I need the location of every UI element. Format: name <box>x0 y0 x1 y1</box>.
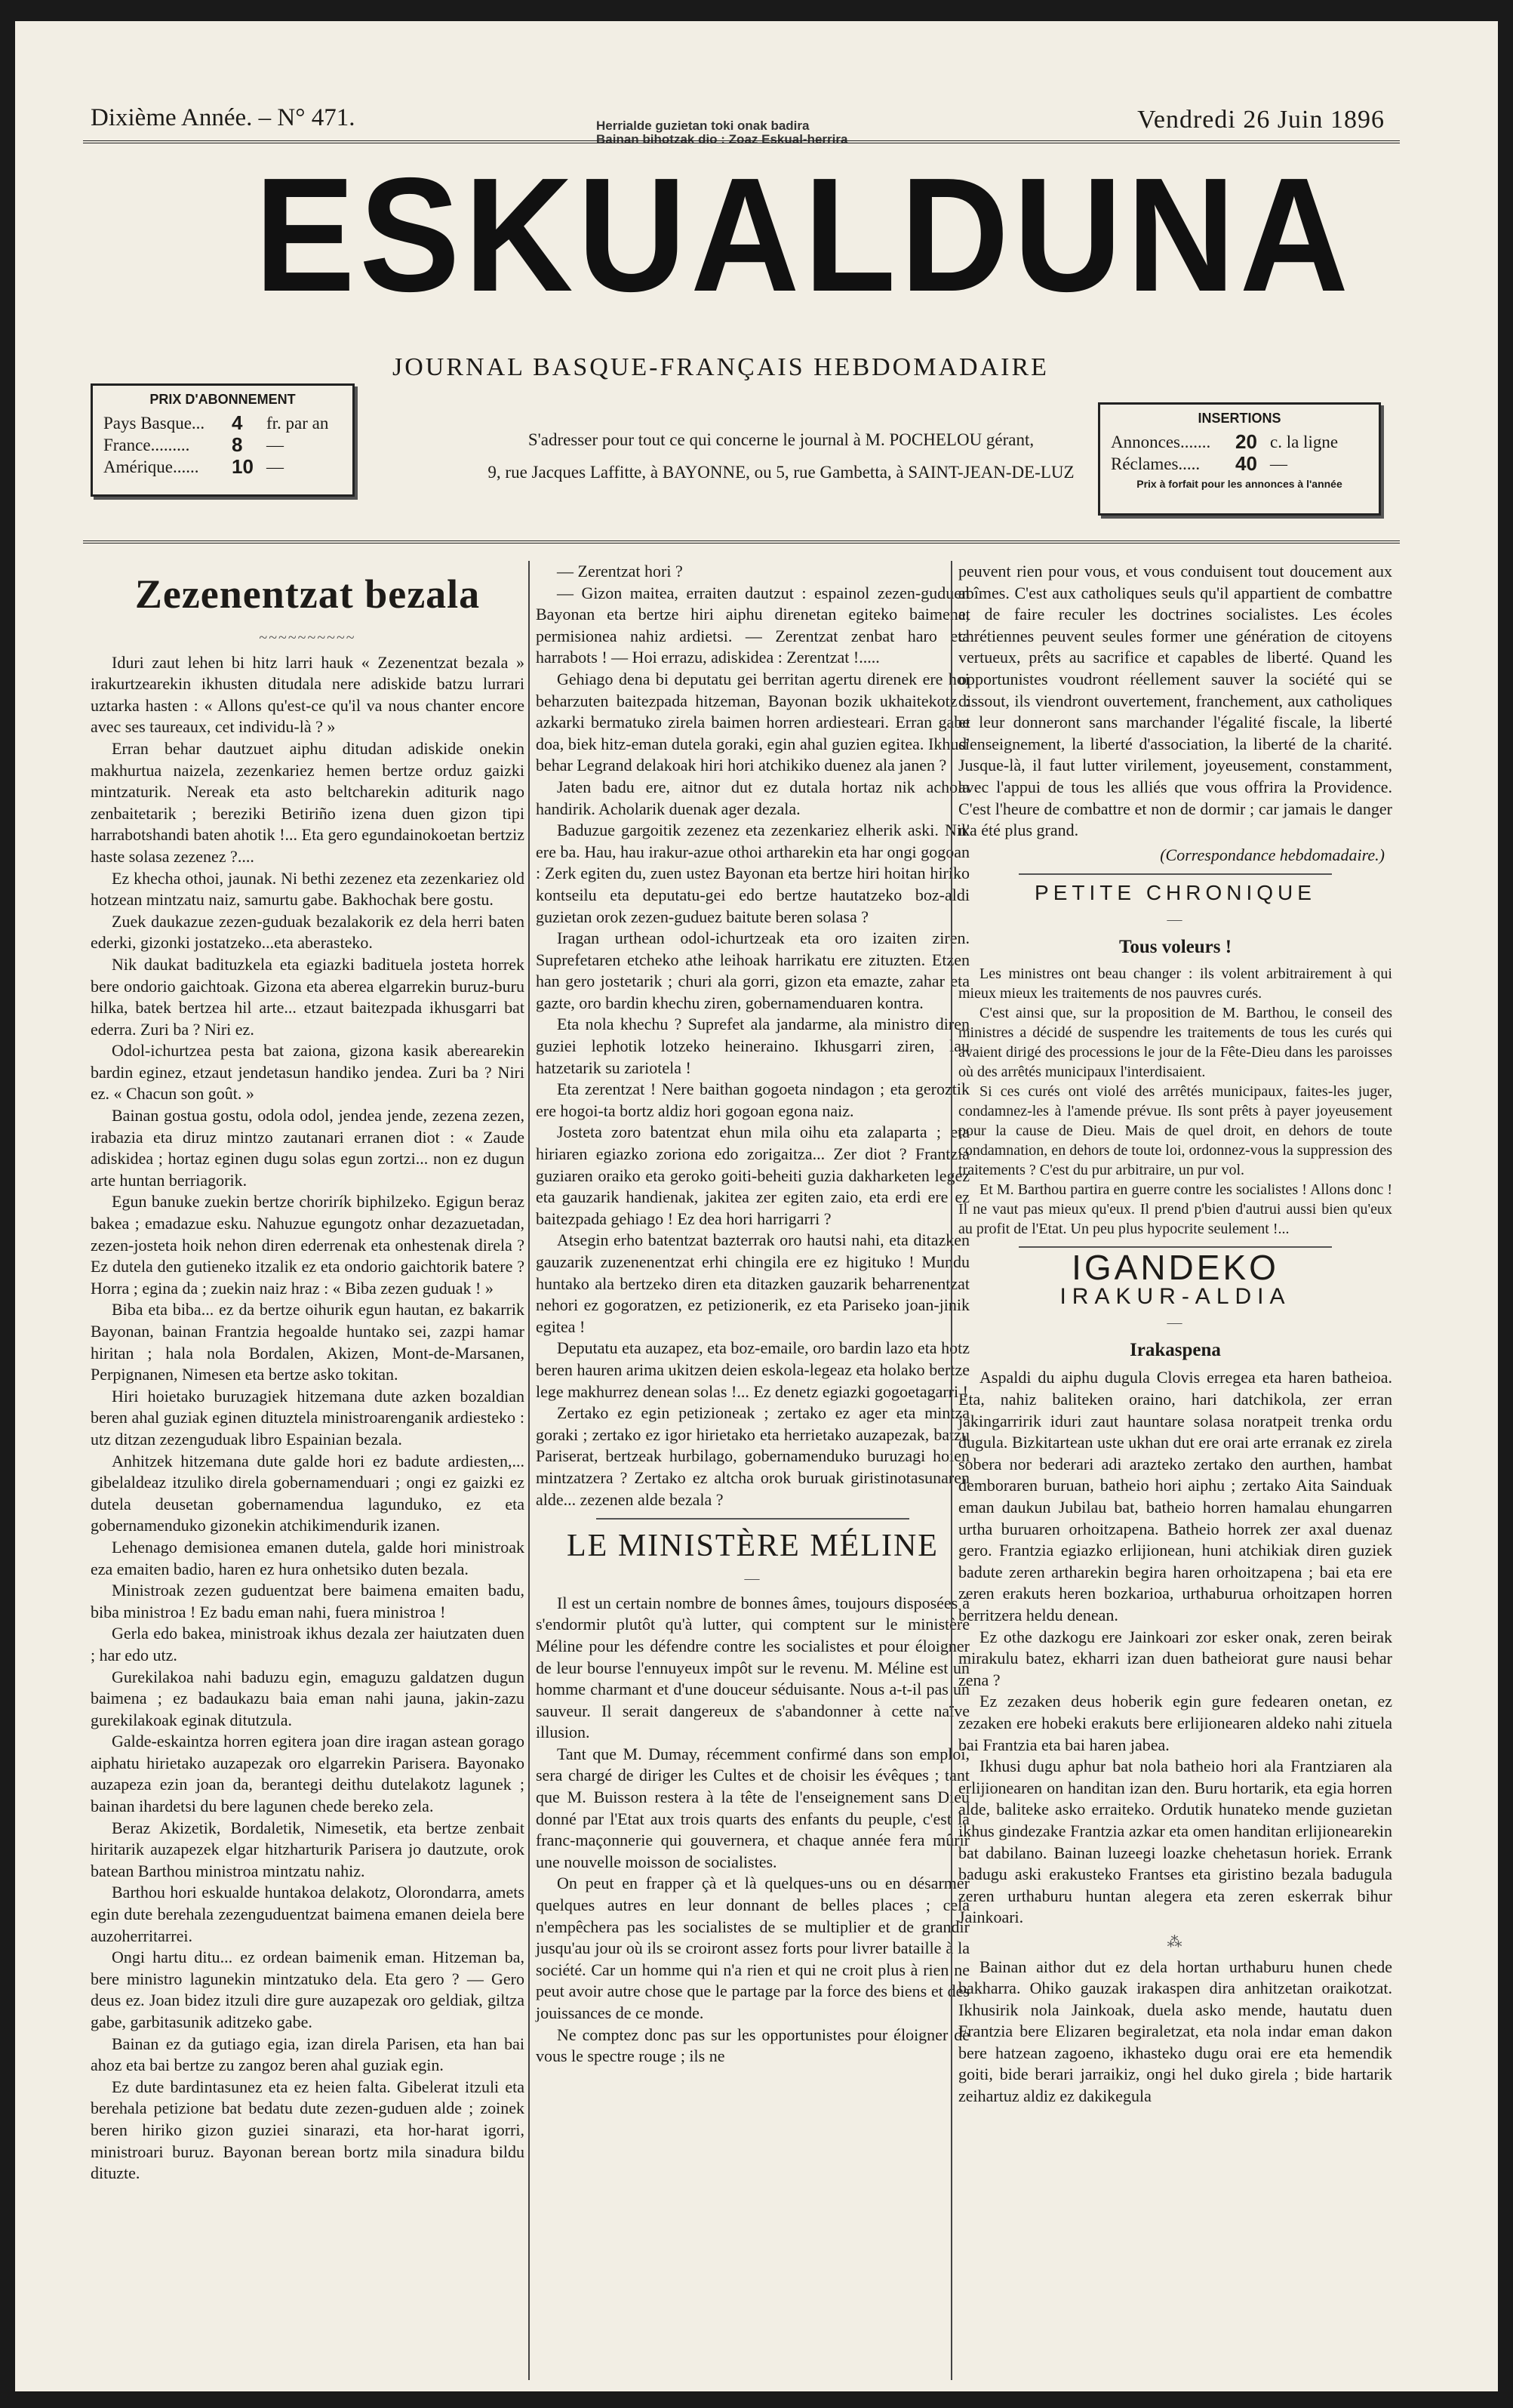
ornament-divider: ⁂ <box>1167 1933 1184 1951</box>
paragraph: Iragan urthean odol-ichurtzeak eta oro izaiten ziren. Suprefetaren etcheko athe leihoak harrikatu ere zituzten. Etzen han gero jostetarik ; churi ala gorri, gizon eta emazte, zahar eta gazte, oro bardin khechu ziren, gobernamenduaren kontra. <box>536 928 970 1012</box>
paragraph: Gerla edo bakea, ministroak ikhus dezala zer haiutzaten duen ; har edo utz. <box>91 1624 524 1664</box>
section-subheading: Irakaspena <box>1130 1339 1221 1360</box>
ornament-divider: — <box>1167 1314 1184 1332</box>
paragraph: Ministroak zezen guduentzat bere baimena emaiten badu, biba ministroa ! Ez badu eman nahi, fuera ministroa ! <box>91 1581 524 1621</box>
paragraph: Ongi hartu ditu... ez ordean baimenik eman. Hitzeman ba, bere ministro lagunekin mintzatuko dela. Eta gero ? — Gero deus ez. Joan bidez itzuli dire gure auzapezak oro geldiak, giltza gabe, garbitasunik aditzeko gabe. <box>91 1948 524 2031</box>
insertions-heading: INSERTIONS <box>1198 411 1281 426</box>
row-unit: fr. par an <box>266 414 329 433</box>
insertions-row <box>1111 453 1368 475</box>
paragraph: Ikhusi dugu aphur bat nola batheio hori ala Frantziaren ala erlijionearen on handitan izan den. Buru hortarik, eta egia horren alde, baliteke asko erraiteko. Ordutik hunateko mende guzietan ikhus gindezake Frantzia azkar eta omen handitan erlijionearekin bat dabilano. Bainan luzeegi loazke chehetasun horiek. Errank badugu aski erakusteko Frantses eta giristino bezala badugula zeren urthaburu huntan alegera eta zeren eskerrak bihur Jainkoari. <box>958 1757 1392 1927</box>
subscription-heading: PRIX D'ABONNEMENT <box>149 392 296 407</box>
paragraph: Josteta zoro batentzat ehun mila oihu eta zalaparta ; eta hiriaren egiazko zoriona edo zorigaitza... Zer diot ? Frantzia guziaren oraiko eta geroko goiti-beheiti guzia dakharketen legez eta gauzarik handienak, jakitea zer egiten zaio, eta erdi ere ez baitezpada gehiago ! Ez dea hori harrigarri ? <box>536 1122 970 1228</box>
paragraph: Bainan gostua gostu, odola odol, jendea jende, zezena zezen, irabazia eta diruz mintzo zautanari erranen diot : « Zaude adiskidea ; hortaz eginen dugu solas egun zortzi... non ez dugun arte huntan berriagorik. <box>91 1106 524 1190</box>
paragraph: C'est ainsi que, sur la proposition de M. Barthou, le conseil des ministres a décidé de suspendre les traitements de tous les curés qui avaient dirigé des processions le jour de la Fête-Dieu dans les paroisses où des arrêtés municipaux l'interdisaient. <box>958 1005 1392 1081</box>
paragraph: On peut en frapper çà et là quelques-uns ou en désarmer quelques autres en leur donnant de belles places ; cela n'empêchera pas les socialistes de se multiplier et de grandir jusqu'au jour où ils se croiront assez forts pour livrer bataille à la société. Car un homme qui n'a rien et qui ne croit plus à rien ne peut avoir autre chose que le partage par la force des biens et des jouissances de ce monde. <box>536 1874 970 2022</box>
column-rule <box>951 561 952 2380</box>
row-label: Pays Basque... <box>103 414 205 433</box>
insertions-box <box>1098 402 1381 516</box>
paragraph: Ez khecha othoi, jaunak. Ni bethi zezenez eta zezenkariez old hotzean mintzatu naiz, samurtu gabe. Bakhochak bere gostu. <box>91 868 524 910</box>
row-price: 8 <box>232 433 243 456</box>
paragraph: Bainan aithor dut ez dela hortan urthaburu hunen chede bakharra. Ohiko gauzak irakaspen dira anhitzetan oraikotzat. Ikhusirik nola Jainkoak, duela asko mende, hautatu duen Frantzia bere Elizaren begiraletzat, eta nola indar eman dakon bere hatzean zagoeno, ikhasteko dugu orai ere eta hemendik goiti, bide berari jarraikiz, ongi hel duko girela ; bide hartarik zeihartuz aldiz ez dakikegula <box>958 1957 1392 2106</box>
paragraph: Baduzue gargoitik zezenez eta zezenkariez elherik aski. Nik ere ba. Hau, hau irakur-azue othoi artharekin eta har ongi gogoan : Zerk egiten du, zuen ustez Bayonan eta bertze hiri hoitan hiriko kontseilu eta deputatu-gei edo bertze hautatzeko boz-aldi guzietan orok zezen-guduez baitute beren solasa ? <box>536 821 970 926</box>
paragraph: — Zerentzat hori ? <box>557 562 683 580</box>
subscription-row <box>103 434 342 456</box>
paragraph: Ez dute bardintasunez eta ez heien falta. Gibelerat itzuli eta berehala petizione bat bedatu dute zezen-guduen alde ; zoinek beren hiriko gizon guziei sinarazi, eta hor-harat igorri, ministroari buruz. Bayonan berean bortz mila sinadura bildu dituzte. <box>91 2077 524 2183</box>
row-unit: — <box>266 436 284 454</box>
paragraph: Iduri zaut lehen bi hitz larri hauk « Zezenentzat bezala » irakurtzearekin ikhusten ditudala nere adiskide batzu lurrari uztarka hasten : « Allons qu'est-ce qu'il va nous chanter encore avec ses taureaux, cet individu-là ? » <box>91 652 524 737</box>
paragraph: Nik daukat badituzkela eta egiazki badituela josteta horrek bere ondorio gaichtoak. Gizona eta aberea elgarrekin buruz-buru hilka, batek bertzea hil arte... etzaut baitezpada ikhusgarri bat ederra. Zuri ba ? Niri ez. <box>91 954 524 1039</box>
row-unit: c. la ligne <box>1270 433 1339 451</box>
row-price: 4 <box>232 411 243 434</box>
section-rule <box>596 1518 909 1520</box>
column-1 <box>91 561 524 2185</box>
paragraph: Bainan ez da gutiago egia, izan direla Parisen, eta han bai ahoz eta bai bertze zu zangoz beren ahal guziak egin. <box>91 2034 524 2075</box>
row-label: France......... <box>103 436 190 454</box>
paragraph: Galde-eskaintza horren egitera joan dire iragan astean gorago aiphatu hirietako auzapezak oro elgarrekin Parisera. Bayonako auzapeza ezin joan da, berantegi deithu dutelakotz lagunek ; bainan ihardetsi du bere lagunen chede bereko zela. <box>91 1732 524 1816</box>
ornament-divider: — <box>744 1570 761 1587</box>
paragraph: Ne comptez donc pas sur les opportunistes pour éloigner de vous le spectre rouge ; ils ne <box>536 2025 970 2066</box>
paragraph: Il est un certain nombre de bonnes âmes, toujours disposées à s'endormir plutôt qu'à lutter, qui comptent sur le ministère Méline pour les défendre contre les socialistes et pour éloigner de leur bourse l'ennuyeux impôt sur le revenu. M. Méline est un homme charmant et d'une douceur séduisante. Nous a-t-il pas un sauveur. Il serait dangereux de s'abandonner à cette naïve illusion. <box>536 1593 970 1742</box>
paragraph: Lehenago demisionea emanen dutela, galde hori ministroak eza emaiten badio, haren ez hura onhetsiko duten bezala. <box>91 1537 524 1578</box>
paragraph: Egun banuke zuekin bertze chorirík biphilzeko. Egigun beraz bakea ; emadazue esku. Nahuzue egungotz onhar dezazuetadan, zezen-josteta hoik nehon diren ederrenak eta onhestenak direla ? Ez dutela den gutieneko itzalik ez eta ondorio gaichtorik batere ? Horra ; egina da ; zuekin naiz hraz : « Biba zezen guduak ! » <box>91 1192 524 1298</box>
motto-line: Bainan bihotzak dio : Zoaz Eskual-herrira <box>596 132 848 146</box>
subscription-box <box>91 383 355 497</box>
column-rule <box>528 561 530 2380</box>
article-credit: (Correspondance hebdomadaire.) <box>1160 845 1385 864</box>
article-headline: LE MINISTÈRE MÉLINE <box>567 1529 939 1564</box>
paragraph: Tant que M. Dumay, récemment confirmé dans son emploi, sera chargé de diriger les Cultes et de choisir les évêques ; tant que M. Buisson restera à la tête de l'enseignement sans Dieu donné par l'Etat aux trois quarts des enfants du peuple, c'est la franc-maçonnerie qui gouvernera, et chaque année fera mûrir une nouvelle moisson de socialistes. <box>536 1744 970 1871</box>
column-3 <box>958 561 1392 2108</box>
paragraph: Zuek daukazue zezen-guduak bezalakorik ez dela herri baten ederki, gizonki jostatzeko...eta aberasteko. <box>91 911 524 953</box>
row-label: Annonces....... <box>1111 433 1211 451</box>
section-rule <box>1019 873 1332 875</box>
edition-number: Dixième Année. – N° 471. <box>91 104 355 131</box>
subscription-row <box>103 456 342 478</box>
masthead-bottom-rule <box>83 540 1400 543</box>
paragraph: Jaten badu ere, aitnor dut ez dutala hortaz nik achola handirik. Acholarik duenak ager dezala. <box>536 777 970 818</box>
masthead-title: ESKUALDUNA <box>254 143 1353 325</box>
address-line: S'adresser pour tout ce qui concerne le journal à M. POCHELOU gérant, <box>527 430 1035 449</box>
paragraph: Les ministres ont beau changer : ils volent arbitrairement à qui mieux mieux les traitements de nos pauvres curés. <box>958 965 1392 1002</box>
paragraph: Zertako ez egin petizioneak ; zertako ez ager eta mintza goraki ; zertako ez igor hirietako eta herrietako auzapezak, batzu Pariserat, bertzeak hurbilago, gobernamenduko buruzagi hoien mintzatzera ? Zertako ez altcha orok buruak giristinotasunaren alde... zezenen alde bezala ? <box>536 1403 970 1509</box>
row-unit: — <box>1270 454 1287 473</box>
subscription-row <box>103 412 342 434</box>
insertions-note: Prix à forfait pour les annonces à l'année <box>1136 478 1342 490</box>
insertions-row <box>1111 431 1368 453</box>
row-label: Réclames..... <box>1111 454 1201 473</box>
paragraph: Aspaldi du aiphu dugula Clovis erregea eta haren batheioa. Eta, nahiz baliteken oraino, hari datchikola, zer erran jakingarririk iduri zaut hauntare solasa noratpeit trenka ordu dugula. Bizkitartean uste ukhan dut ere orai arte erranak ez zirela sobera nor bederari adi arazteko zertako den aurthen, hambat demboraren buruan, batheio hori aiphu ; zertako Aita Sainduak eman daukun Jubilau bat, batheio horren hamalau ehungarren urtha buruaren orhoitzapena. Batheio horrek zer axal duenaz gero. Frantzia egiazko erlijionean, huni atchikiak diren guziek badute zeren artharekin begira haren orhoitzapena ; bai eta ere zeren erakuts heren bozkarioa, urthaburua orhoitzapen horren berritzera heldu denean. <box>958 1368 1392 1624</box>
row-price: 20 <box>1235 430 1257 453</box>
motto-line: Herrialde guzietan toki onak badira <box>596 119 810 133</box>
paragraph: Si ces curés ont violé des arrêtés municipaux, faites-les juger, condamnez-les à l'amende prévue. Ils sont prêts à payer joyeusement pour la cause de Dieu. Mais de quel droit, en dehors de toute condamnation, en dehors de toute loi, ordonnez-vous la suppression des traitements ? C'est du pur arbitraire, un pur vol. <box>958 1083 1392 1179</box>
paragraph: Ez zezaken deus hoberik egin gure fedearen onetan, ez zezaken ere hobeki erakuts bere erlijionearen aldeko nahi zituela bai Frantzia eta bai haren jabea. <box>958 1692 1392 1754</box>
row-label: Amérique...... <box>103 457 199 476</box>
issue-date: Vendredi 26 Juin 1896 <box>1137 106 1385 134</box>
paragraph: Gehiago dena bi deputatu gei berritan agertu direnek ere hoi beharzuten baitezpada hitzeman, Bayonan bozik ukhaitekotz : azkarki bermatuko zirela baimen horren ardiesteari. Erran gabe doa, biek hitz-eman dutela goraki, egin ahal guzien egitea. Ikhusi behar Legrand delakoak hiri hori atchikiko duenez ala janen ? <box>536 669 970 775</box>
paragraph: Gurekilakoa nahi baduzu egin, emaguzu galdatzen dugun baimena ; ez badaukazu baia eman nahi jauna, jakin-zazu gurekilakoak eginak ditutzula. <box>91 1667 524 1729</box>
paragraph: Deputatu eta auzapez, eta boz-emaile, oro bardin lazo eta hotz beren hauren arima ukitzen deien eskola-legeaz eta holako bertze lege makhurrez denean solas !... Ez denetz egiazki gogoetagarri ! <box>536 1338 970 1401</box>
row-price: 40 <box>1235 452 1257 475</box>
paragraph: Eta nola khechu ? Suprefet ala jandarme, ala ministro diren guziei lephotik lotzeko heineraino. Ikhusgarri ziren, lau hatzetarik su zariotela ! <box>536 1015 970 1077</box>
paragraph: Atsegin erho batentzat bazterrak oro hautsi nahi, eta ditazken gauzarik zuzenenentzat erhi chingila ere ez higituko ! Mundu huntako ala bertzeko diren eta ditazken gauzarik beharrenentzat nehori ez gogoratzen, ez petizionerik, ez eta Pariseko joan-jinik egitea ! <box>536 1230 970 1336</box>
ornament-divider: — <box>1167 910 1184 928</box>
article-headline: Zezenentzat bezala <box>134 571 481 617</box>
paragraph: Et M. Barthou partira en guerre contre les socialistes ! Allons donc ! Il ne vaut pas mieux qu'eux. Il prend p'bien d'autrui aussi bien qu'eux au profit de l'Etat. Un peu plus hypocrite seulement !... <box>958 1181 1392 1238</box>
section-heading: IGANDEKO <box>1072 1248 1279 1288</box>
paragraph: — Gizon maitea, erraiten dautzut : espainol zezen-guduen Bayonan eta bertze hiri aiphu direnetan egiteko baimena, permisionea nahiz ardietsi. — Zerentzat zenbat haro eta harrabots ! — Hoi errazu, adiskidea : Zerentzat !..... <box>536 583 970 667</box>
paragraph: Beraz Akizetik, Bordaletik, Nimesetik, eta bertze zenbait hiritarik auzapezek elgar hitzharturik Parisera jo dautzute, orok batean Barthou ministroa mintzatu nahiz. <box>91 1818 524 1880</box>
paragraph: Biba eta biba... ez da bertze oihurik egun hautan, ez bakarrik Bayonan, bainan Frantzia hegoalde huntako sei, zazpi hamar hiritan ; hala nola Bordalen, Akizen, Mont-de-Marsanen, Perpignanen, Nimesen eta bertze asko tokitan. <box>91 1300 524 1384</box>
paragraph: Barthou hori eskualde huntakoa delakotz, Olorondarra, amets egin dute berehala zezenguduentzat baimena emanen deiela bere auzoherritarrei. <box>91 1883 524 1945</box>
section-heading: PETITE CHRONIQUE <box>1035 881 1316 905</box>
ornament-divider: ~~~~~~~~~~ <box>259 630 356 646</box>
column-2 <box>536 561 970 2068</box>
section-heading: IRAKUR-ALDIA <box>1059 1283 1291 1309</box>
masthead-subtitle: JOURNAL BASQUE-FRANÇAIS HEBDOMADAIRE <box>392 353 1049 381</box>
row-unit: — <box>266 457 284 476</box>
paragraph: Erran behar dautzuet aiphu ditudan adiskide onekin makhurtua naizela, zezenkariez hemen bertze orduz gaizki mintzaturik. Nereak eta asto beltcharekin aditurik nago zenbaitetarik ; bereziki Betiriño izena duen gizon tipi harrabotshandi baten ahotik !... Eta gero egundainokoetan bertziz haste solasa zezenez ?.... <box>91 738 524 866</box>
paragraph: peuvent rien pour vous, et vous conduisent tout doucement aux abîmes. C'est aux catholiques seuls qu'il appartient de combattre et de faire reculer les doctrines socialistes. Les écoles chrétiennes peuvent seules former une génération de citoyens vertueux, prêts au sacrifice et capables de liberté. Quand les opportunistes voudront réellement sauver la société qui se dissout, ils viendront ouvertement, franchement, aux catholiques et leur donneront sans marchander l'égalité fiscale, la liberté d'enseignement, la liberté d'association, la liberté de la charité. Jusque-là, il faut lutter virilement, joyeusement, constamment, avec l'appui de tous les alliés que vous offrira la Providence. C'est l'heure de combattre et non de dormir ; car jamais le danger n'a été plus grand. <box>958 562 1392 840</box>
address-line: 9, rue Jacques Laffitte, à BAYONNE, ou 5, rue Gambetta, à SAINT-JEAN-DE-LUZ <box>487 463 1075 482</box>
paragraph: Eta zerentzat ! Nere baithan gogoeta nindagon ; eta geroztik ere hogoi-ta bortz aldiz hori gogoan egona naiz. <box>536 1079 970 1120</box>
paragraph: Odol-ichurtzea pesta bat zaiona, gizona kasik aberearekin bardin eginez, etzaut jendetasun handiko jendea. Zuri ba ? Niri ez. « Chacun son goût. » <box>91 1041 524 1104</box>
paragraph: Anhitzek hitzemana dute galde hori ez badute ardiesten,... gibelaldeaz itzuliko direla gobernamenduari ; ongi ez gaizki ez dutela deusetan gobernamendua lagunduko, ez eta gobernamenduko gizonekin atchikimendurik izanen. <box>91 1451 524 1535</box>
paragraph: Hiri hoietako buruzagiek hitzemana dute azken bozaldian beren ahal guziak eginen dituztela ministroarenganik ardiesteko : utz ditzan zezenguduak libro Espainian bezala. <box>91 1386 524 1449</box>
section-subheading: Tous voleurs ! <box>1118 936 1232 957</box>
newspaper-page <box>15 21 1498 2391</box>
row-price: 10 <box>232 455 254 478</box>
paragraph: Ez othe dazkogu ere Jainkoari zor esker onak, zeren beirak mirakulu batez, ekharri izan duen batheiorat gure nausi behar zena ? <box>958 1627 1392 1689</box>
